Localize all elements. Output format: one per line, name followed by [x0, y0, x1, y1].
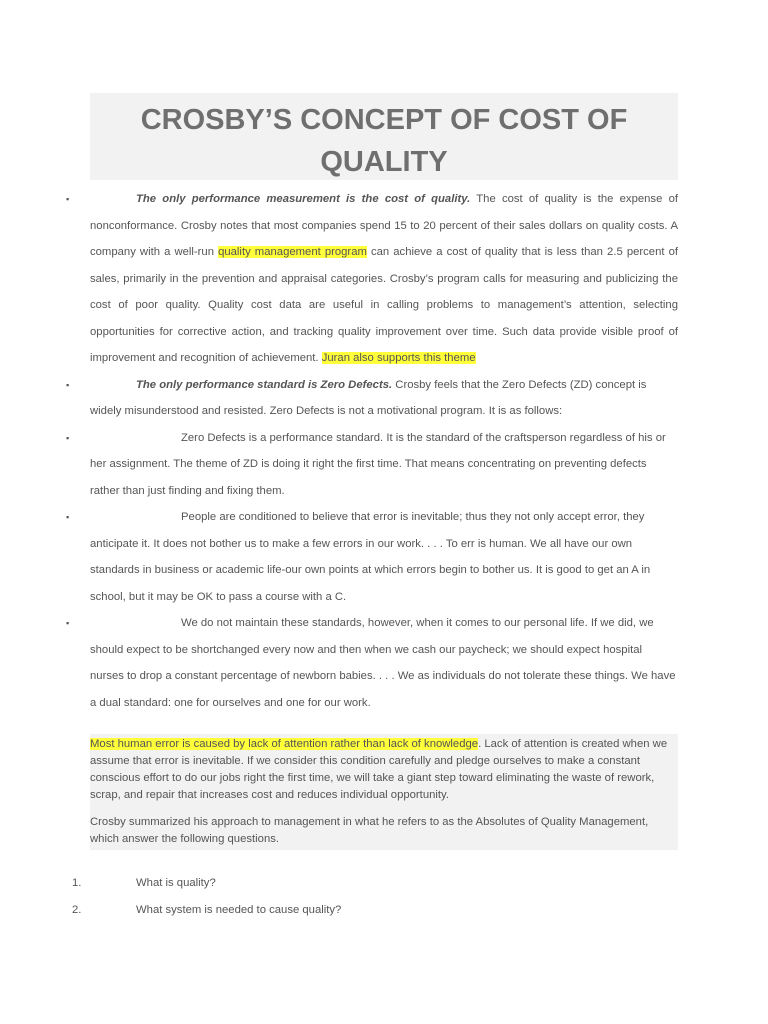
bullet-lead: The only performance standard is Zero Defects. — [136, 378, 393, 391]
bullet-item — [90, 610, 678, 716]
quote-box — [90, 734, 678, 850]
highlighted-text: quality management program — [218, 246, 367, 258]
question-list — [72, 870, 672, 924]
bullet-lead: The only performance measurement is the cost of quality. — [136, 193, 471, 205]
list-text: What system is needed to cause quality? — [136, 904, 342, 916]
bullet-list — [90, 186, 678, 716]
bullet-item — [90, 186, 678, 372]
bullet-text: People are conditioned to believe that error is inevitable; thus they not only accept error, they anticipate it. It does not bother us to make a few errors in our work. . . . To err is human. We all have our own standards in business or academic life-our own points at which errors begin to bother us. It is good to get an A in school, but it may be OK to pass a course with a C. — [90, 511, 651, 603]
bullet-text: Crosby feels that the Zero Defects (ZD) concept is widely misunderstood and resisted. Zero Defects is not a motivational program. It is as follows: — [90, 378, 647, 417]
bullet-item — [90, 372, 678, 425]
list-text: What is quality? — [136, 877, 216, 889]
bullet-text: Zero Defects is a performance standard. It is the standard of the craftsperson regardless of his or her assignment. The theme of ZD is doing it right the first time. That means concentrating on preventing defects rather than just finding and fixing them. — [90, 431, 666, 497]
highlighted-text: Juran also supports this theme — [321, 352, 476, 364]
list-number: 2. — [72, 904, 82, 916]
list-number: 1. — [72, 877, 82, 889]
bullet-text: The cost of quality is the expense of nonconformance. Crosby notes that most companies spend 15 to 20 percent of their sales dollars on quality costs. A company with a well-run — [90, 193, 678, 258]
bullet-item — [90, 504, 678, 610]
title-box — [90, 93, 678, 180]
bullet-text: can achieve a cost of quality that is less than 2.5 percent of sales, primarily in the prevention and appraisal categories. Crosby’s program calls for measuring and publicizing the cost of poor quality. Quality cost data are useful in calling problems to management’s attention, selecting opportunities for corrective action, and tracking quality improvement over time. Such data provide visible proof of improvement and recognition of achievement. — [90, 246, 678, 364]
list-item — [72, 870, 672, 897]
box-text: . Lack of attention is created when we assume that error is inevitable. If we consider this condition carefully and pledge ourselves to make a constant conscious effort to do our jobs right the first time, we will take a giant step toward eliminating the waste of rework, scrap, and repair that increases cost and reduces individual opportunity. — [90, 738, 668, 801]
list-item — [72, 897, 672, 924]
bullet-text: We do not maintain these standards, however, when it comes to our personal life. If we did, we should expect to be shortchanged every now and then when we cash our paycheck; we should expect hospital nurses to drop a constant percentage of newborn babies. . . . We as individuals do not tolerate these things. We have a dual standard: one for ourselves and one for our work. — [90, 617, 676, 709]
highlighted-text: Most human error is caused by lack of attention rather than lack of knowledge — [90, 738, 479, 750]
bullet-item — [90, 425, 678, 505]
box-paragraph — [90, 734, 678, 804]
page-title: CROSBY’S CONCEPT OF COST OF QUALITY — [140, 104, 628, 178]
box-paragraph: Crosby summarized his approach to management in what he refers to as the Absolutes of Quality Management, which answer the following questions. — [90, 816, 649, 845]
